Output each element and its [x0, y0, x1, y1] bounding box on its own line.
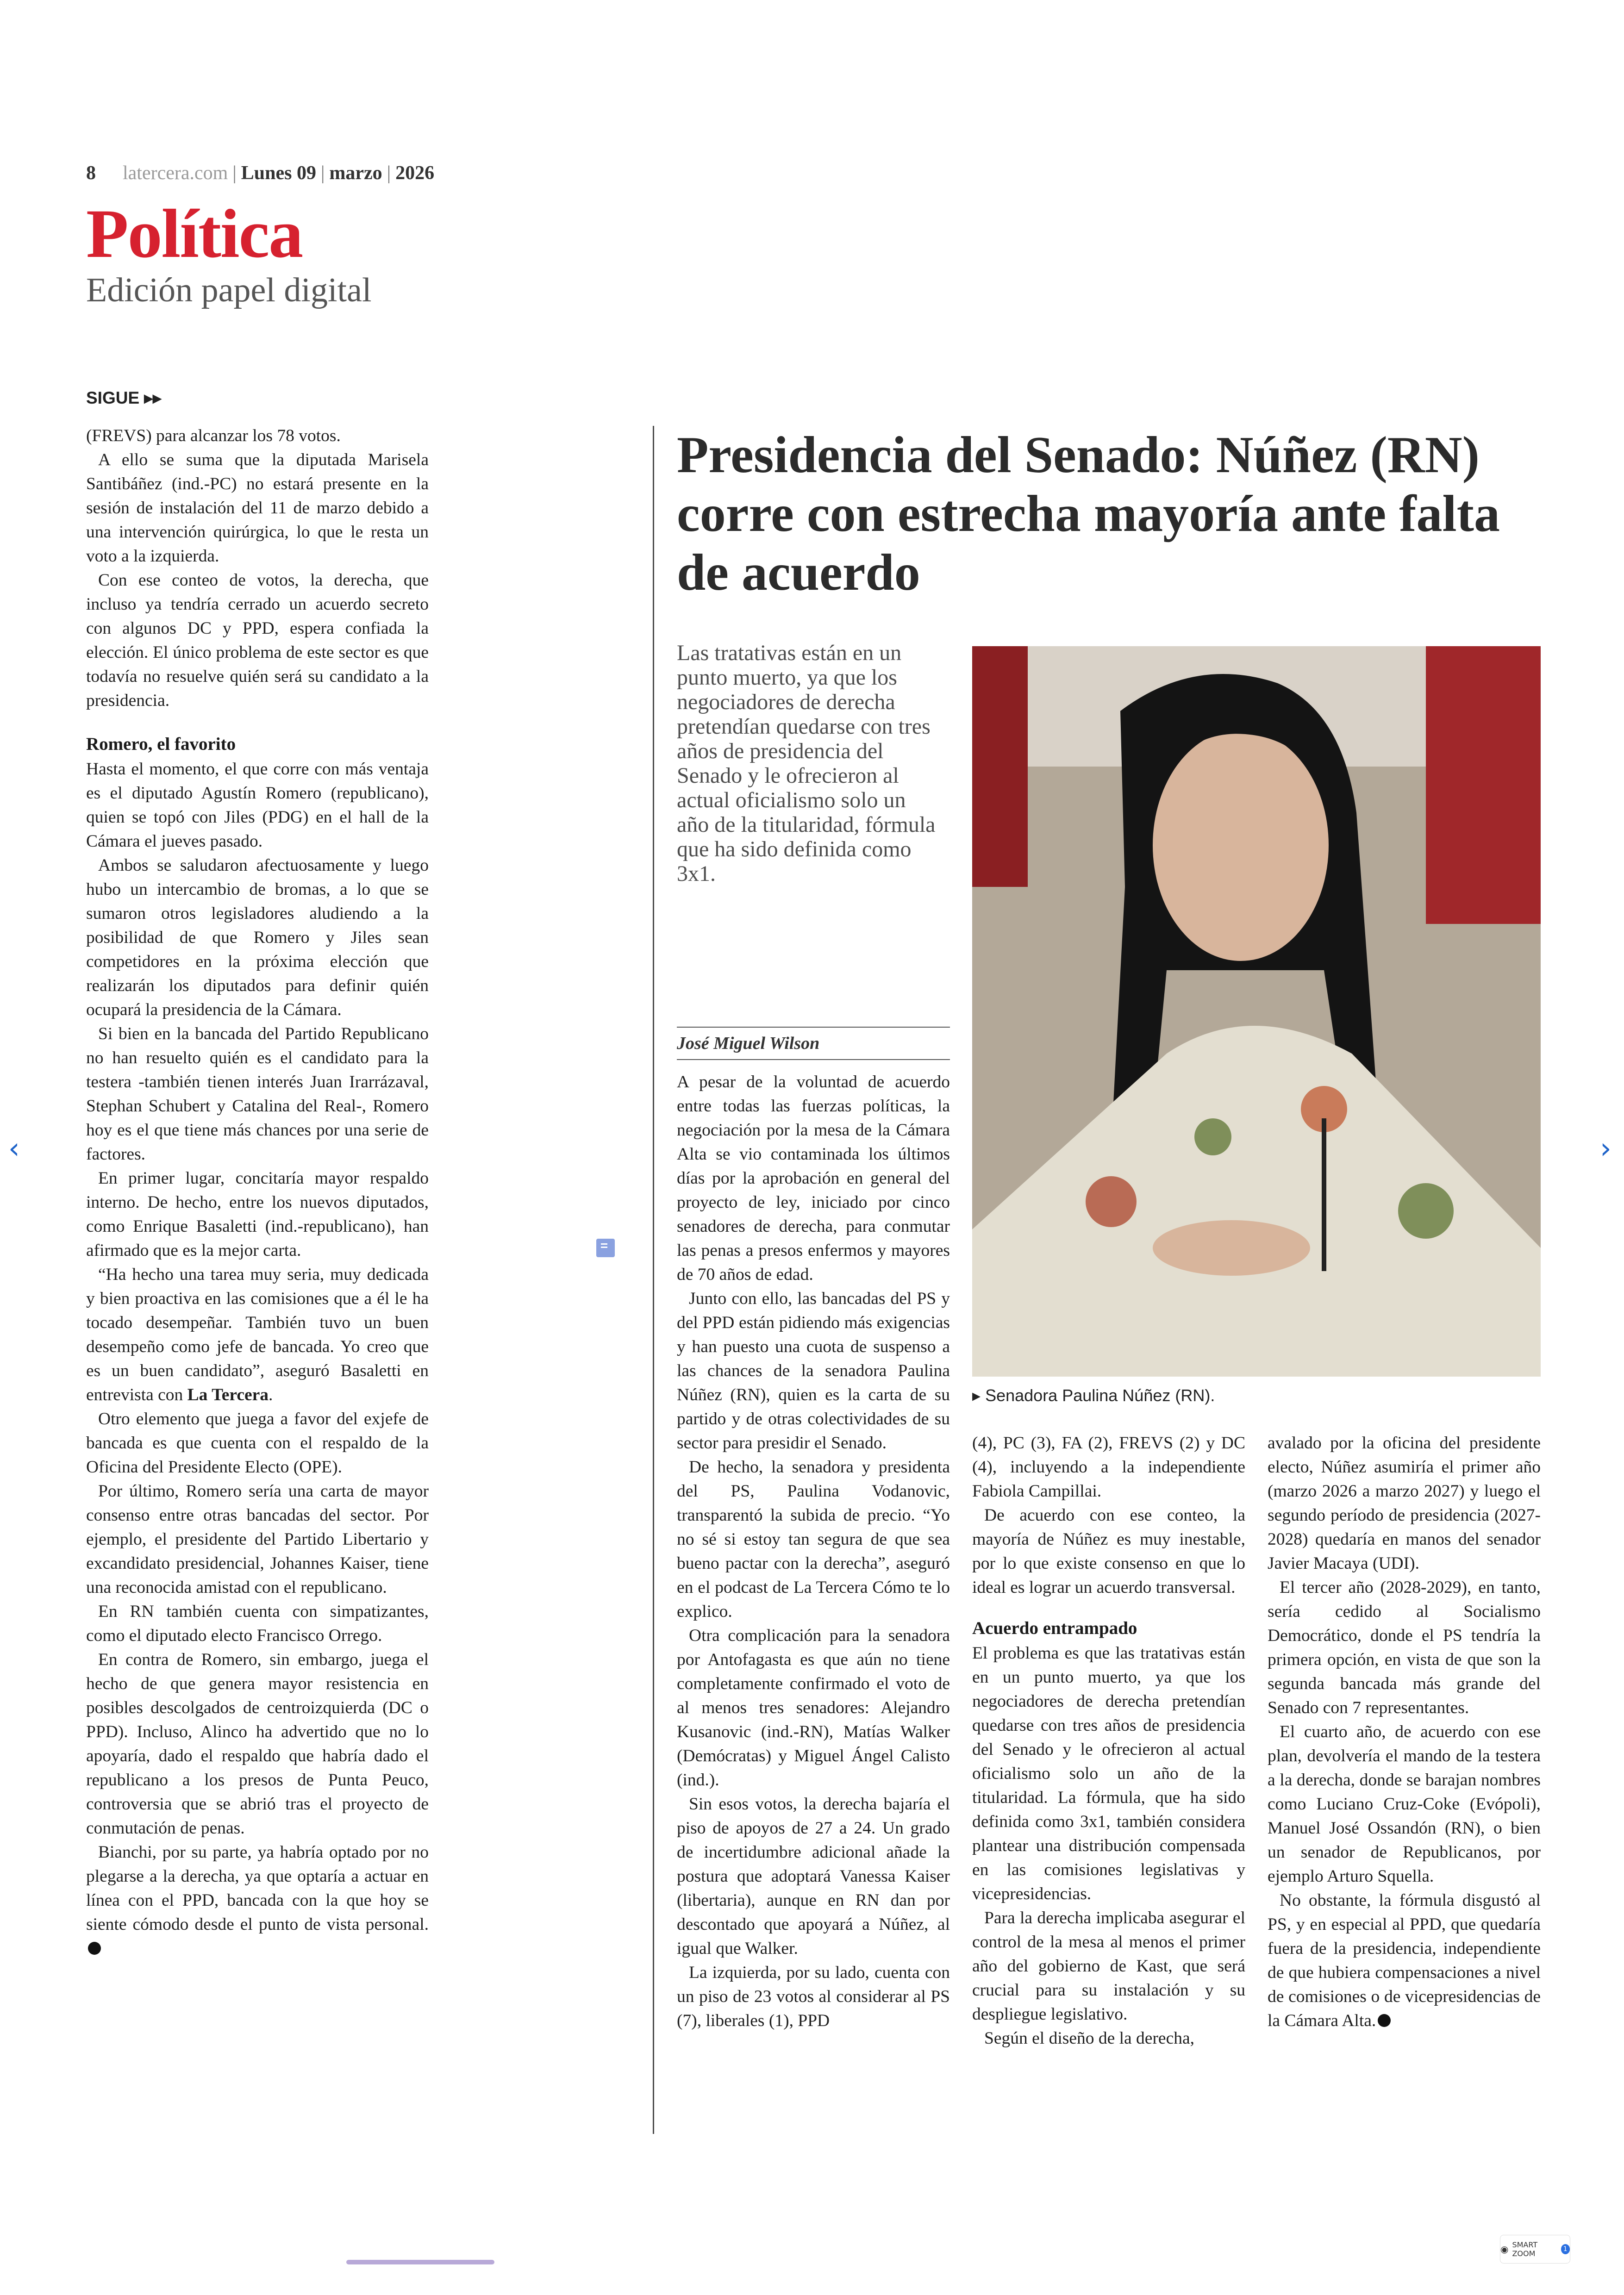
paragraph: Bianchi, por su parte, ya habría optado por no plegarse a la derecha, ya que optaría a actuar en línea con el PPD, bancada con la que hoy se siente cómodo desde el punto de vista personal.	[86, 1840, 429, 1961]
outlet-name: La Tercera	[187, 1385, 269, 1404]
section-title: Política	[86, 195, 303, 272]
paragraph: De acuerdo con ese conteo, la mayoría de Núñez es muy inestable, por lo que existe consenso en que lo ideal es lograr un acuerdo transversal.	[972, 1506, 1245, 1597]
paragraph: Junto con ello, las bancadas del PS y del PPD están pidiendo más exigencias y han puesto una cuota de suspenso a las chances de la senadora Paulina Núñez (RN), quien es la carta de su partido y de otras colectividades de su sector para presidir el Senado.	[677, 1289, 950, 1453]
eye-icon: ◉	[1500, 2244, 1509, 2255]
paragraph: El tercer año (2028-2029), en tanto, sería cedido al Socialismo Democrático, donde el PS tendría la primera opción, en vista de que son la segunda bancada más grande del Senado con 7 representantes.	[1268, 1578, 1541, 1717]
paragraph: En contra de Romero, sin embargo, juega el hecho de que genera mayor resistencia en posibles descolgados de centroizquierda (DC o PPD). Incluso, Alinco ha advertido que no lo apoyaría, dado el respaldo que habría dado el republicano a los presos de Punta Peuco, controversia que se abrió tras el proyecto de conmutación de penas.	[86, 1650, 429, 1838]
end-mark	[88, 1942, 101, 1955]
article-lede: Las tratativas están en un punto muerto, ya que los negociadores de derecha pretendían quedarse con tres años de presidencia del Senado y le ofrecieron al actual oficialismo solo un año de la titularidad, fórmula que ha sido definida como 3x1.	[677, 641, 936, 886]
paragraph: Si bien en la bancada del Partido Republicano no han resuelto quién es el candidato para la testera -también tienen interés Juan Irarrázaval, Stephan Schubert y Catalina del Real-, Romero hoy es el que tiene más chances por una serie de factores.	[86, 1024, 429, 1164]
quote-text: “Ha hecho una tarea muy seria, muy dedicada y bien proactiva en las comisiones que a él le ha tocado desempeñar. También tuvo un buen desempeño como jefe de bancada. Yo creo que es un buen candidato”, aseguró Basaletti en entrevista con	[86, 1265, 429, 1404]
smart-zoom-badge: 1	[1561, 2244, 1570, 2254]
date-day: Lunes 09	[241, 162, 316, 184]
smart-zoom-label: SMART ZOOM	[1512, 2240, 1538, 2258]
note-icon[interactable]	[596, 1239, 615, 1257]
paragraph: “Ha hecho una tarea muy seria, muy dedicada y bien proactiva en las comisiones que a él le ha tocado desempeñar. También tuvo un buen desempeño como jefe de bancada. Yo creo que es un buen candidato”, aseguró Basaletti en entrevista con La Tercera.	[86, 1265, 429, 1404]
paragraph: El problema es que las tratativas están en un punto muerto, ya que los negociadores de derecha pretendían quedarse con tres años de presidencia del Senado y le ofrecieron al actual oficialismo solo un año de la titularidad. La fórmula, que ha sido definida como 3x1, también considera plantear una distribución compensada en las comisiones legislativas y vicepresidencias.	[972, 1644, 1245, 1903]
continued-label: SIGUE ▸▸	[86, 388, 162, 407]
paragraph: A pesar de la voluntad de acuerdo entre todas las fuerzas políticas, la negociación por la mesa de la Cámara Alta se vio contaminada los últimos días por la aprobación en general del proyecto de ley, iniciado por cinco senadores de derecha, para conmutar las penas a presos enfermos y mayores de 70 años de edad.	[677, 1073, 950, 1284]
paragraph: Por último, Romero sería una carta de mayor consenso entre otras bancadas del sector. Por ejemplo, el presidente del Partido Libertario y excandidato presidencial, Johannes Kaiser, tiene una reconocida amistad con el republicano.	[86, 1482, 429, 1597]
masthead: 8 latercera.com | Lunes 09 | marzo | 2026	[86, 162, 435, 184]
paragraph: Hasta el momento, el que corre con más ventaja es el diputado Agustín Romero (republicano), quien se topó con Jiles (PDG) en el hall de la Cámara el jueves pasado.	[86, 760, 429, 851]
byline-rule	[677, 1059, 950, 1060]
page-number: 8	[86, 162, 96, 184]
paragraph: Con ese conteo de votos, la derecha, que incluso ya tendría cerrado un acuerdo secreto con algunos DC y PPD, espera confiada la elección. El único problema de este sector es que todavía no resuelve quién será su candidato a la presidencia.	[86, 571, 429, 710]
paragraph: Sin esos votos, la derecha bajaría el piso de apoyos de 27 a 24. Un grado de incertidumbre adicional añade la postura que adoptará Vanessa Kaiser (libertaria), aunque en RN dan por descontado que apoyará a Núñez, al igual que Walker.	[677, 1795, 950, 1958]
byline-rule	[677, 1027, 950, 1028]
subheading: Acuerdo entrampado	[972, 1618, 1137, 1638]
paragraph: Otro elemento que juega a favor del exjefe de bancada es que cuenta con el respaldo de la Oficina del Presidente Electo (OPE).	[86, 1409, 429, 1477]
date-year: 2026	[395, 162, 435, 184]
paragraph: En primer lugar, concitaría mayor respaldo interno. De hecho, entre los nuevos diputados, como Enrique Basaletti (ind.-republicano), han afirmado que es la mejor carta.	[86, 1169, 429, 1260]
chevron-right-icon[interactable]: ›	[1600, 1131, 1612, 1165]
senator-photo	[972, 646, 1541, 1377]
paragraph: El cuarto año, de acuerdo con ese plan, devolvería el mando de la testera a la derecha, donde se barajan nombres como Luciano Cruz-Coke (Evópoli), Manuel José Ossandón (RN), o bien un senador de Republicanos, por ejemplo Arturo Squella.	[1268, 1722, 1541, 1886]
paragraph: avalado por la oficina del presidente electo, Núñez asumiría el primer año (marzo 2026 a marzo 2027) y luego el segundo período de presidencia (2027-2028) quedaría en manos del senador Javier Macaya (UDI).	[1268, 1434, 1541, 1573]
end-mark	[1378, 2014, 1391, 2027]
paragraph: En RN también cuenta con simpatizantes, como el diputado electo Francisco Orrego.	[86, 1602, 429, 1645]
paragraph: Otra complicación para la senadora por Antofagasta es que aún no tiene completamente confirmado el voto de al menos tres senadores: Alejandro Kusanovic (ind.-RN), Matías Walker (Demócratas) y Miguel Ángel Calisto (ind.).	[677, 1626, 950, 1790]
paragraph: No obstante, la fórmula disgustó al PS, y en especial al PPD, que quedaría fuera de la presidencia, independiente de que hubiera compensaciones a nivel de comisiones o de vicepresidencias de la Cámara Alta.	[1268, 1891, 1541, 2030]
paragraph: De hecho, la senadora y presidenta del PS, Paulina Vodanovic, transparentó la subida de precio. “Yo no sé si estoy tan segura de que sea bueno pactar con la derecha”, aseguró en el podcast de La Tercera Cómo te lo explico.	[677, 1458, 950, 1621]
continued-article-column	[86, 424, 429, 1961]
subheading: Romero, el favorito	[86, 734, 236, 754]
date-month: marzo	[329, 162, 382, 184]
article-headline: Presidencia del Senado: Núñez (RN) corre con estrecha mayoría ante falta de acuerdo	[677, 426, 1500, 601]
article-column-3	[1268, 1431, 1541, 2033]
paragraph: (FREVS) para alcanzar los 78 votos.	[86, 426, 341, 445]
paragraph: A ello se suma que la diputada Marisela Santibáñez (ind.-PC) no estará presente en la sesión de instalación del 11 de marzo debido a una intervención quirúrgica, lo que le resta un voto a la izquierda.	[86, 450, 429, 566]
column-divider	[653, 426, 654, 2134]
chevron-left-icon[interactable]: ‹	[8, 1131, 20, 1165]
paragraph: Ambos se saludaron afectuosamente y luego hubo un intercambio de bromas, a lo que se sumaron otros legisladores aludiendo a la posibilidad de que Romero y Jiles sean competidores en la próxima elección que realizarán los diputados para definir quién ocupará la presidencia de la Cámara.	[86, 856, 429, 1019]
byline: José Miguel Wilson	[677, 1034, 820, 1053]
paragraph: Según el diseño de la derecha,	[984, 2029, 1194, 2048]
paragraph: Para la derecha implicaba asegurar el control de la mesa al menos el primer año del gobierno de Kast, que será crucial para su instalación y su despliegue legislativo.	[972, 1908, 1245, 2024]
paragraph: La izquierda, por su lado, cuenta con un piso de 23 votos al considerar al PS (7), liberales (1), PPD	[677, 1963, 950, 2030]
photo-caption: ▸ Senadora Paulina Núñez (RN).	[972, 1386, 1215, 1405]
article-column-1	[677, 1070, 950, 2033]
paragraph: (4), PC (3), FA (2), FREVS (2) y DC (4), incluyendo a la independiente Fabiola Campillai.	[972, 1434, 1245, 1501]
page-scrollbar[interactable]	[346, 2260, 494, 2264]
site-name: latercera.com	[123, 162, 228, 184]
article-column-2	[972, 1431, 1245, 2051]
smart-zoom-button[interactable]	[1500, 2235, 1570, 2264]
edition-label: Edición papel digital	[86, 271, 372, 309]
